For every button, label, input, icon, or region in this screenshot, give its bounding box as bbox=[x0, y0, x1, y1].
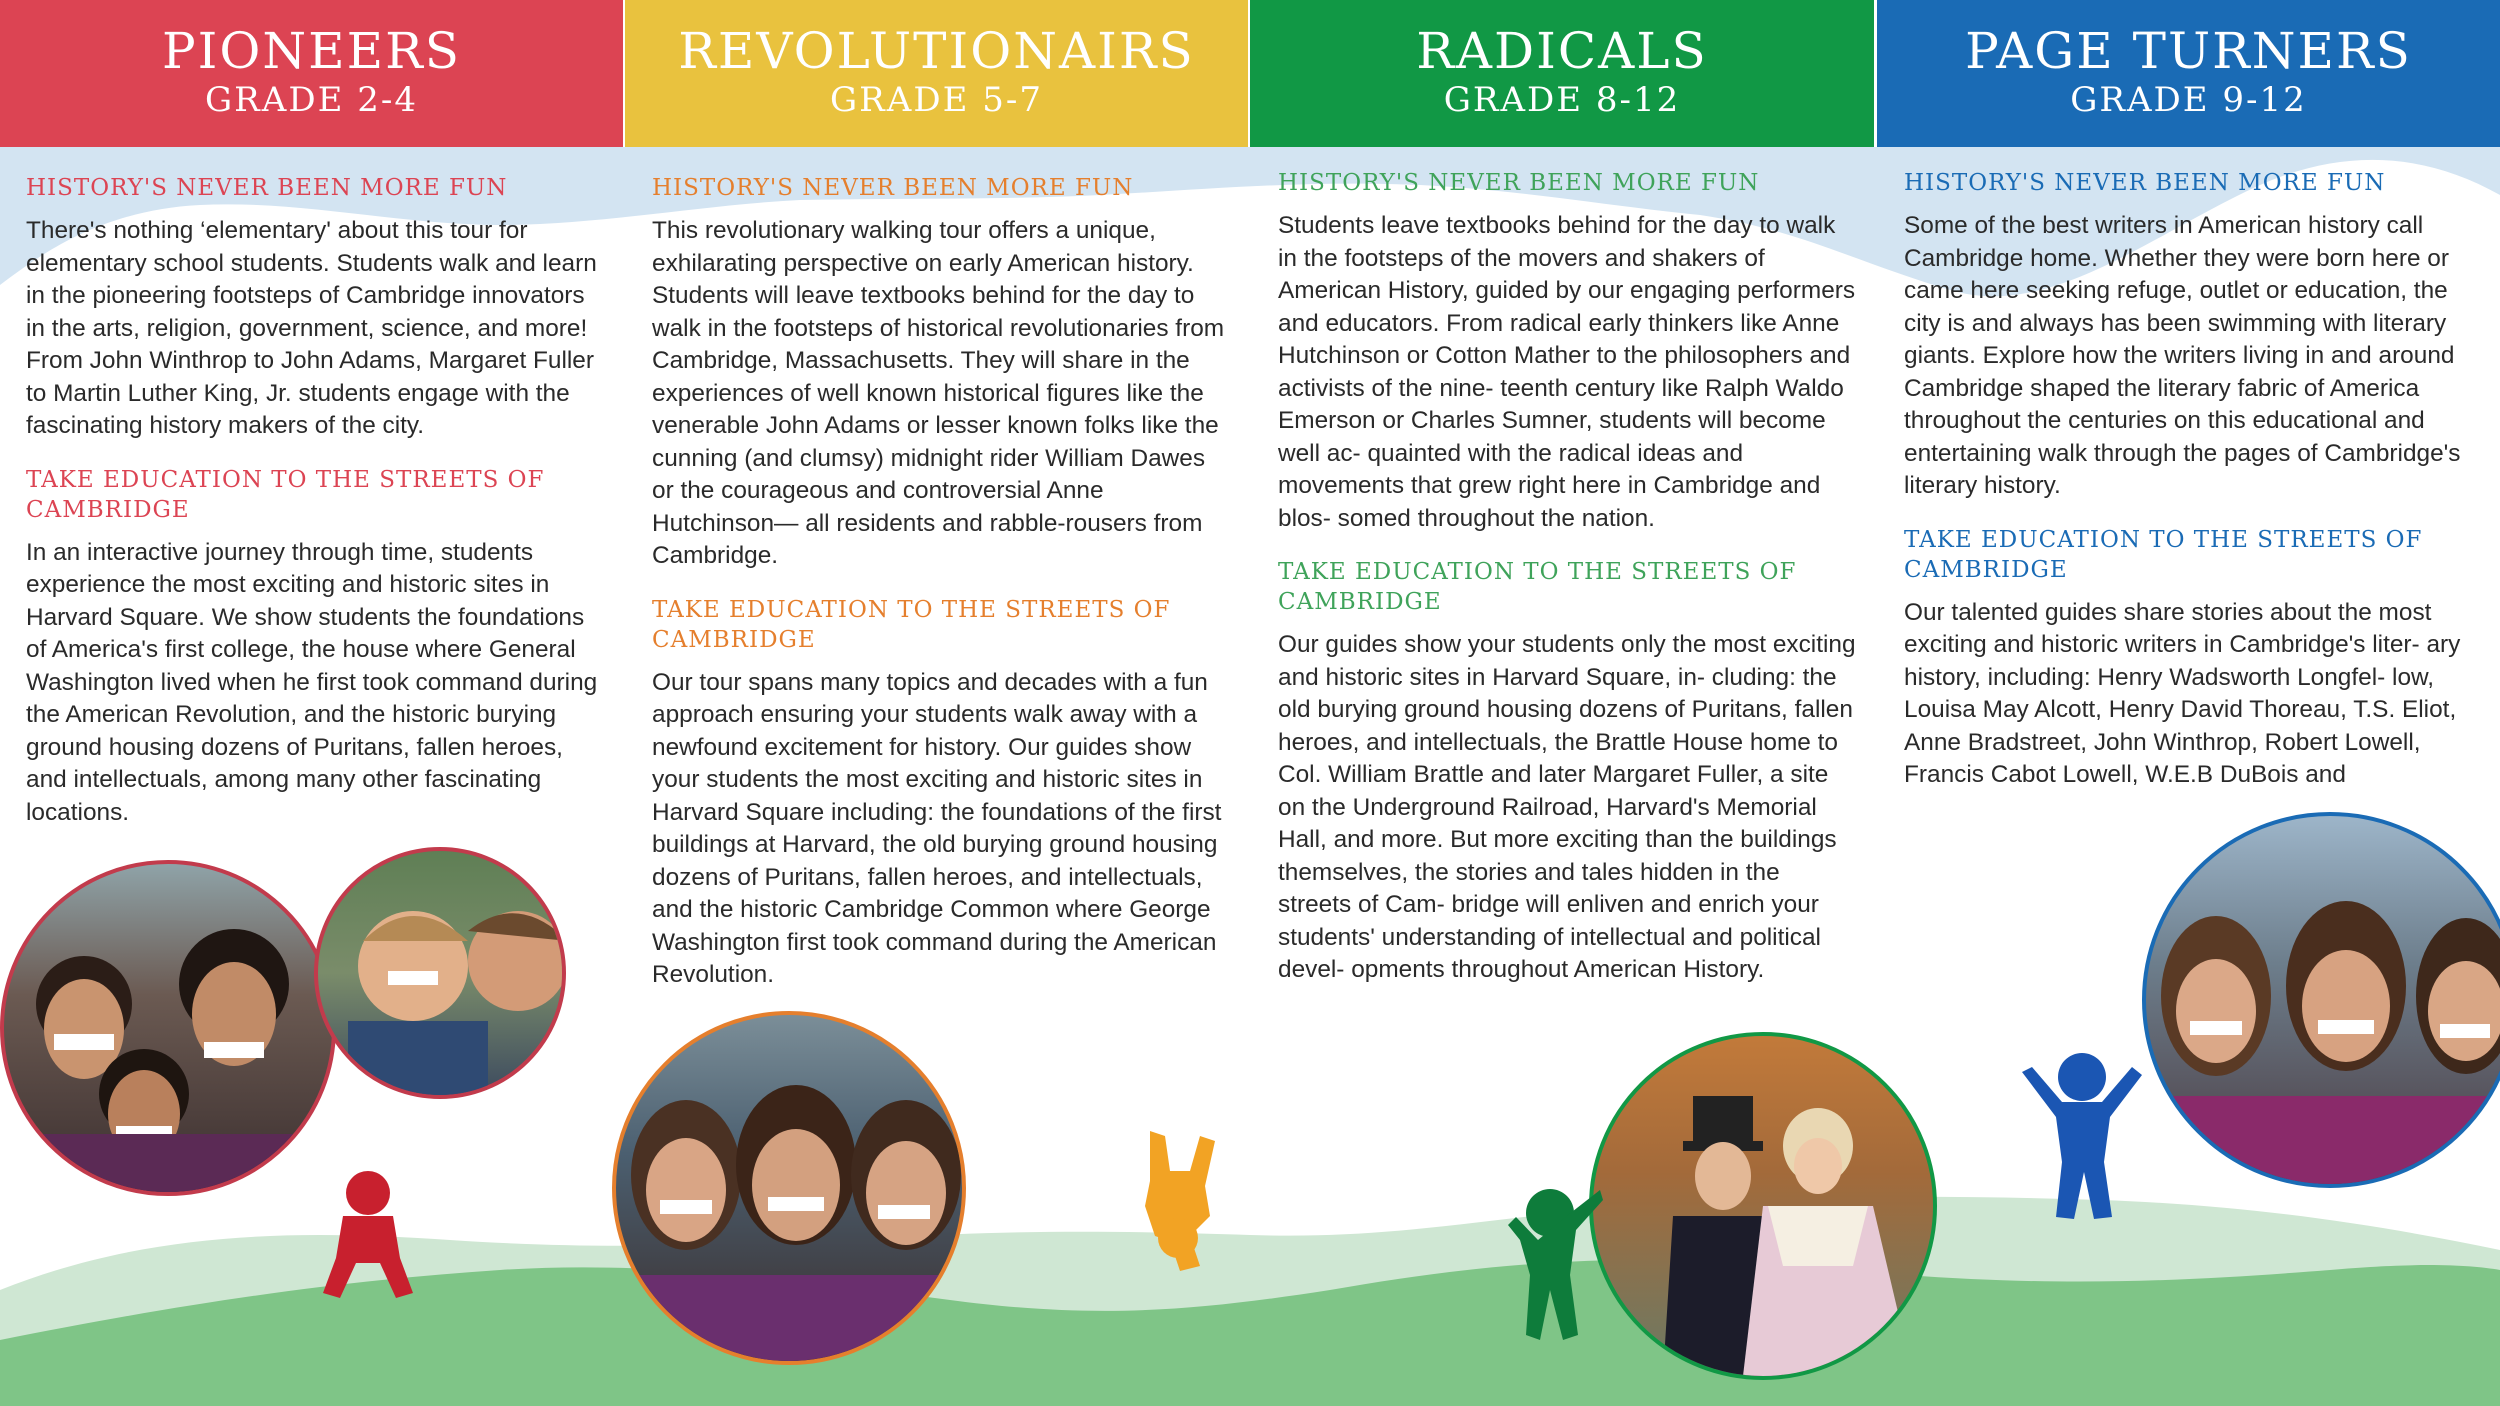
header-page-turners bbox=[1877, 0, 2500, 147]
paragraph: This revolutionary walking tour offers a unique, exhilarating perspective on early American history. Students will leave textbooks behind for the day to walk in the footsteps of historical revolutionaries from Cambridge, Massachusetts. They will share in the experiences of well known historical figures like the venerable John Adams or lesser known folks like the cunning (and clumsy) midnight rider William Dawes or the courageous and controversial Anne Hutchinson— all residents and rabble-rousers from Cambridge. bbox=[652, 217, 1225, 569]
section-heading: HISTORY'S NEVER BEEN MORE FUN bbox=[1278, 170, 1760, 196]
section-heading: HISTORY'S NEVER BEEN MORE FUN bbox=[1904, 170, 2386, 196]
header-grade: GRADE 8-12 bbox=[1443, 80, 1681, 120]
paragraph: Our tour spans many topics and decades with a fun approach ensuring your students walk away with a newfound excitement for history. Our guides show your students the most exciting and historic sites in Harvard Square including: the foundations of the first buildings at Harvard, the old burying ground housing dozens of Puritans, fallen heroes, and intellectuals, and the historic Cambridge Common where George Washington first took command during the American Revolution. bbox=[652, 668, 1222, 988]
paragraph: Our guides show your students only the most exciting and historic sites in Harvard Square, in- cluding: the old burying ground housing dozens of Puritans, fallen heroes, and intellectuals, the Brattle House home to Col. William Brattle and later Margaret Fuller, a site on the Underground Railroad, Harvard's Memorial Hall, and more. But more exciting than the buildings themselves, the stories and tales hidden in the streets of Cam- bridge will enliven and enrich your students' understanding of intellectual and political devel- opments throughout American History. bbox=[1278, 631, 1856, 983]
section-heading: TAKE EDUCATION TO THE STREETS OF CAMBRIDGE bbox=[652, 596, 1171, 653]
kid-silhouette-green bbox=[1508, 1185, 1603, 1345]
header-title: PIONEERS bbox=[161, 22, 462, 80]
section-heading: TAKE EDUCATION TO THE STREETS OF CAMBRIDGE bbox=[26, 466, 545, 523]
header-grade: GRADE 2-4 bbox=[205, 80, 418, 120]
header-revolutionairs bbox=[625, 0, 1248, 147]
column-page-turners bbox=[1904, 168, 2484, 814]
header-title: REVOLUTIONAIRS bbox=[678, 22, 1195, 80]
section-heading: HISTORY'S NEVER BEEN MORE FUN bbox=[26, 175, 508, 201]
section-heading: TAKE EDUCATION TO THE STREETS OF CAMBRIDGE bbox=[1278, 559, 1797, 615]
header-pioneers bbox=[0, 0, 623, 147]
paragraph: Our talented guides share stories about the most exciting and historic writers in Cambridge's liter- ary history, including: Henry Wadsworth Longfel- low, Louisa May Alcott, Henry David Thoreau, T.S. Eliot, Anne Bradstreet, John Winthrop, Robert Lowell, Francis Cabot Lowell, W.E.B DuBois and bbox=[1904, 598, 2461, 788]
section-heading: TAKE EDUCATION TO THE STREETS OF CAMBRIDGE bbox=[1904, 526, 2423, 583]
photo-three-girls bbox=[612, 1011, 966, 1365]
column-revolutionairs bbox=[652, 173, 1232, 1014]
photo-child-mustache bbox=[314, 847, 566, 1099]
kid-silhouette-orange bbox=[1130, 1126, 1225, 1271]
header-title: RADICALS bbox=[1416, 22, 1708, 80]
column-radicals bbox=[1278, 168, 1858, 1009]
header-title: PAGE TURNERS bbox=[1965, 22, 2412, 80]
photo-costumed-guides bbox=[1589, 1032, 1937, 1380]
header-grade: GRADE 9-12 bbox=[2070, 80, 2307, 120]
paragraph: In an interactive journey through time, students experience the most exciting and historic sites in Harvard Square. We show students the foundations of America's first college, the house where General Washington lived when he first took command during the American Revolution, and the historic burying ground housing dozens of Puritans, fallen heroes, and intellectuals, among many other fascinating locations. bbox=[26, 538, 598, 826]
paragraph: There's nothing ‘elementary' about this tour for elementary school students. Students walk and learn in the pioneering footsteps of Cambridge innovators in the arts, religion, government, science, and more! From John Winthrop to John Adams, Margaret Fuller to Martin Luther King, Jr. students engage with the fascinating history makers of the city. bbox=[26, 217, 597, 439]
section-heading: HISTORY'S NEVER BEEN MORE FUN bbox=[652, 175, 1134, 201]
header-radicals bbox=[1250, 0, 1874, 147]
photo-girls-city bbox=[2142, 812, 2500, 1188]
kid-silhouette-red bbox=[318, 1168, 418, 1303]
photo-students-mustaches bbox=[0, 860, 336, 1196]
paragraph: Students leave textbooks behind for the day to walk in the footsteps of the movers and shakers of American History, guided by our engaging performers and educators. From radical early thinkers like Anne Hutchinson or Cotton Mather to the philosophers and activists of the nine- teenth century like Ralph Waldo Emerson or Charles Sumner, students will become well ac- quainted with the radical ideas and movements that grew right here in Cambridge and blos- somed throughout the nation. bbox=[1278, 212, 1856, 532]
column-pioneers bbox=[26, 173, 606, 851]
paragraph: Some of the best writers in American history call Cambridge home. Whether they were born here or came here seeking refuge, outlet or education, the city is and always has been swimming with literary giants. Explore how the writers living in and around Cambridge shaped the literary fabric of America throughout the centuries on this educational and entertaining walk through the pages of Cambridge's literary history. bbox=[1904, 212, 2461, 499]
header-grade: GRADE 5-7 bbox=[830, 80, 1043, 120]
kid-silhouette-blue bbox=[2022, 1047, 2142, 1222]
